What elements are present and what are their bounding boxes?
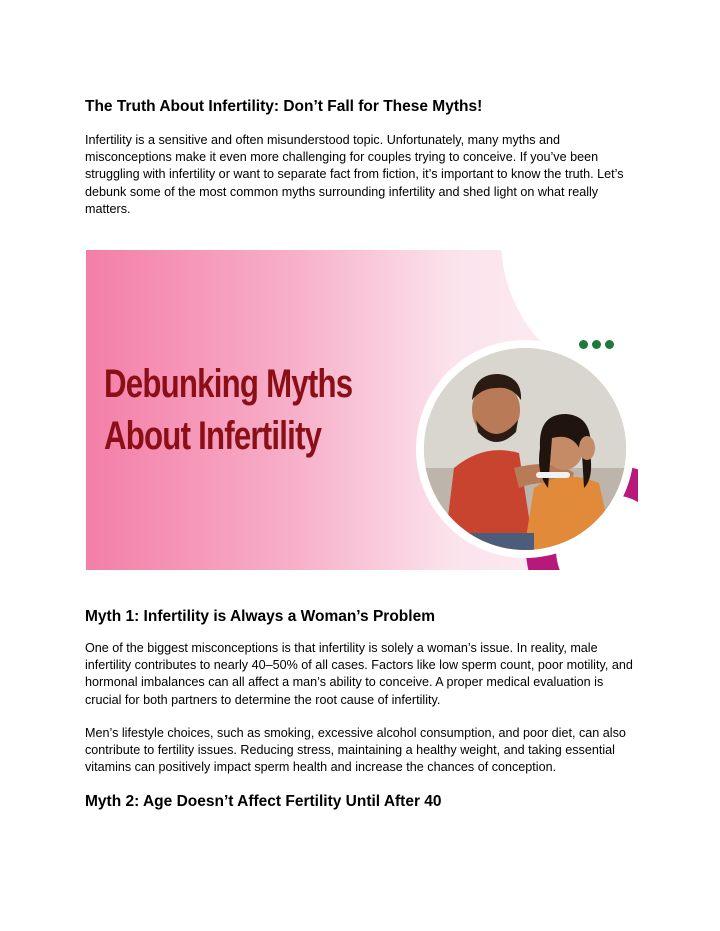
myth1-paragraph-1: One of the biggest misconceptions is that infertility is solely a woman’s issue. In reality, male infertility contributes to nearly 40–50% of all cases. Factors like low sperm count, poor motility, and hormonal imbalances can all affect a man’s ability to conceive. A proper medical evaluation is crucial for both partners to determine the root cause of infertility. bbox=[85, 641, 633, 707]
article-title: The Truth About Infertility: Don’t Fall for These Myths! bbox=[85, 98, 483, 115]
myth1-heading: Myth 1: Infertility is Always a Woman’s Problem bbox=[85, 608, 435, 625]
banner-image bbox=[86, 250, 638, 570]
myth1-paragraph-2: Men’s lifestyle choices, such as smoking, excessive alcohol consumption, and poor diet, can also contribute to fertility issues. Reducing stress, maintaining a healthy weight, and taking essential vitamins can positively impact sperm health and increase the chances of conception. bbox=[85, 726, 626, 775]
three-dots-decoration bbox=[579, 336, 618, 354]
myth2-heading: Myth 2: Age Doesn’t Affect Fertility Until After 40 bbox=[85, 793, 442, 810]
intro-paragraph: Infertility is a sensitive and often misunderstood topic. Unfortunately, many myths and misconceptions make it even more challenging for couples trying to conceive. If you’ve been struggling with infertility or want to separate fact from fiction, it’s important to know the truth. Let’s debunk some of the most common myths surrounding infertility and shed light on what really matters. bbox=[85, 133, 624, 216]
banner-headline-line2: About Infertility bbox=[104, 414, 322, 458]
couple-photo bbox=[416, 340, 634, 558]
banner-headline-line1: Debunking Myths bbox=[104, 362, 353, 406]
banner-headline bbox=[104, 358, 352, 462]
couple-illustration bbox=[424, 348, 626, 550]
